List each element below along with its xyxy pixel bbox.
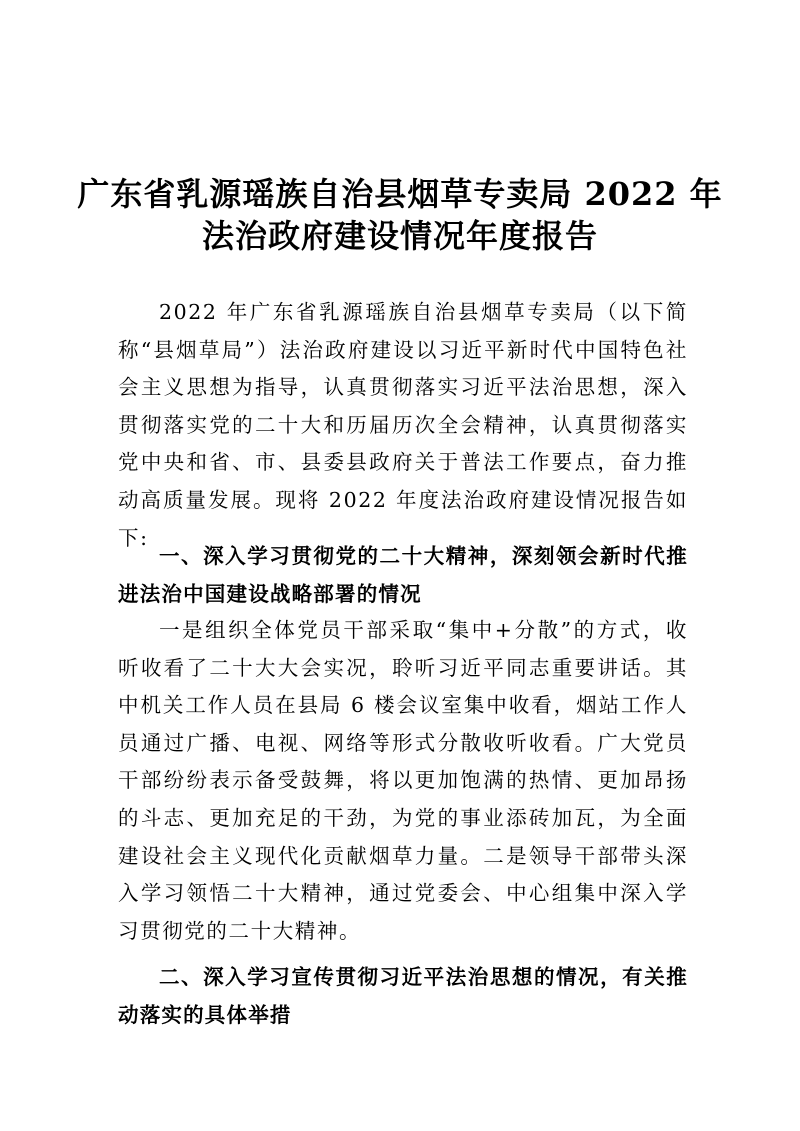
section-1-heading-text: 一、深入学习贯彻党的二十大精神，深刻领会新时代推进法治中国建设战略部署的情况 <box>118 544 688 606</box>
document-title-line-1: 广东省乳源瑶族自治县烟草专卖局 2022 年 <box>77 175 723 213</box>
section-2-heading <box>118 959 688 1034</box>
intro-paragraph-text: 2022 年广东省乳源瑶族自治县烟草专卖局（以下简称“县烟草局”）法治政府建设以习近平新时代中国特色社会主义思想为指导，认真贯彻落实习近平法治思想，深入贯彻落实党的二十大和历届历次全会精神，认真贯彻落实党中央和省、市、县委县政府关于普法工作要点，奋力推动高质量发展。现将 2022 年度法治政府建设情况报告如下: <box>118 300 688 550</box>
section-1-heading <box>118 538 688 613</box>
section-1-paragraph-text: 一是组织全体党员干部采取“集中+分散”的方式，收听收看了二十大大会实况，聆听习近平同志重要讲话。其中机关工作人员在县局 6 楼会议室集中收看，烟站工作人员通过广播、电视、网络等形式分散收听收看。广大党员干部纷纷表示备受鼓舞，将以更加饱满的热情、更加昂扬的斗志、更加充足的干劲，为党的事业添砖加瓦，为全面建设社会主义现代化贡献烟草力量。二是领导干部带头深入学习领悟二十大精神，通过党委会、中心组集中深入学习贯彻党的二十大精神。 <box>118 618 688 943</box>
document-title-line-2: 法治政府建设情况年度报告 <box>201 217 598 255</box>
section-1-paragraph <box>118 612 688 950</box>
section-2-heading-text: 二、深入学习宣传贯彻习近平法治思想的情况，有关推动落实的具体举措 <box>118 965 688 1027</box>
intro-paragraph <box>118 294 688 557</box>
